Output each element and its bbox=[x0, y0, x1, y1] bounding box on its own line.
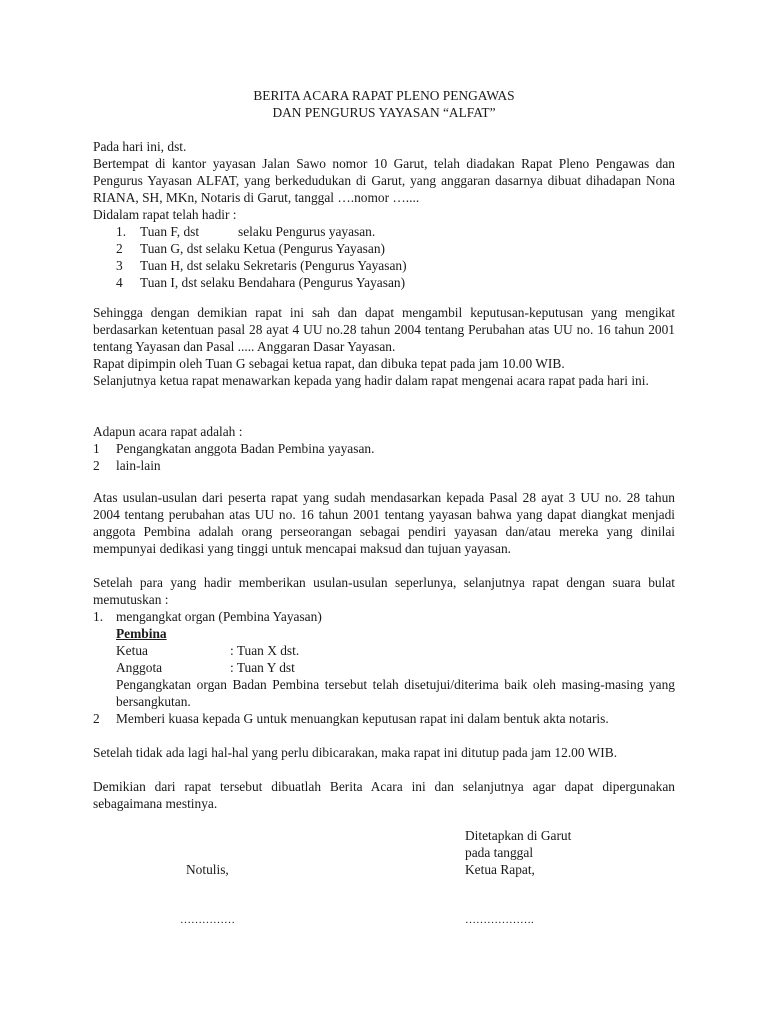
notulis-label: Notulis, bbox=[186, 862, 229, 877]
attendee-name: Tuan F, dst bbox=[140, 224, 200, 239]
anggota-label: Anggota bbox=[116, 660, 163, 675]
decision-number: 1. bbox=[93, 609, 104, 624]
attendee-name: Tuan H, dst selaku Sekretaris (Pengurus Yayasan) bbox=[140, 258, 407, 273]
opening-place-paragraph: Bertempat di kantor yayasan Jalan Sawo nomor 10 Garut, telah diadakan Rapat Pleno Pengawas dan Pengurus Yayasan ALFAT, yang berkedudukan di Garut, yang anggaran dasarnya dibuat dihadapan Nona RIANA, SH, MKn, Notaris di Garut, tanggal ….nomor ….... bbox=[93, 156, 675, 205]
attendee-number: 4 bbox=[116, 275, 123, 290]
approval-paragraph: Pengangkatan organ Badan Pembina tersebut telah disetujui/diterima baik oleh masing-masing yang bersangkutan. bbox=[116, 677, 675, 709]
established-date: pada tanggal bbox=[465, 845, 534, 860]
offer-paragraph: Selanjutnya ketua rapat menawarkan kepada yang hadir dalam rapat mengenai acara rapat pada hari ini. bbox=[93, 373, 649, 388]
pembina-heading-text: Pembina bbox=[116, 626, 167, 641]
decision-intro: Setelah para yang hadir memberikan usulan-usulan seperlunya, selanjutnya rapat dengan suara bulat memutuskan : bbox=[93, 575, 675, 607]
document-title-line-1: BERITA ACARA RAPAT PLENO PENGAWAS bbox=[253, 88, 515, 103]
agenda-number: 1 bbox=[93, 441, 100, 456]
attendance-heading: Didalam rapat telah hadir : bbox=[93, 207, 237, 222]
agenda-item: Pengangkatan anggota Badan Pembina yayasan. bbox=[116, 441, 375, 456]
attendee-name: Tuan I, dst selaku Bendahara (Pengurus Yayasan) bbox=[140, 275, 406, 290]
attendee-role: selaku Pengurus yayasan. bbox=[238, 224, 376, 239]
attendee-number: 1. bbox=[116, 224, 127, 239]
anggota-value: : Tuan Y dst bbox=[230, 660, 295, 675]
closing-paragraph: Setelah tidak ada lagi hal-hal yang perlu dibicarakan, maka rapat ini ditutup pada jam 12.00 WIB. bbox=[93, 745, 618, 760]
decision-number: 2 bbox=[93, 711, 100, 726]
notulis-signature-line: …………… bbox=[180, 914, 235, 926]
validity-paragraph: Sehingga dengan demikian rapat ini sah dan dapat mengambil keputusan-keputusan yang mengikat berdasarkan ketentuan pasal 28 ayat 4 UU no.28 tahun 2004 tentang Perubahan atas UU no. 16 tahun 2001 tentang Yayasan dan Pasal ..... Anggaran Dasar Yayasan. bbox=[93, 305, 675, 354]
proposal-paragraph: Atas usulan-usulan dari peserta rapat yang sudah mendasarkan kepada Pasal 28 ayat 3 UU no. 28 tahun 2004 tentang perubahan atas UU no. 16 tahun 2001 tentang yayasan bahwa yang dapat diangkat menjadi anggota Pembina adalah orang perseorangan sebagai pendiri yayasan dan/atau mereka yang dinilai mempunyai dedikasi yang tinggi untuk mencapai maksud dan tujuan yayasan. bbox=[93, 490, 675, 556]
agenda-number: 2 bbox=[93, 458, 100, 473]
attendee-number: 2 bbox=[116, 241, 123, 256]
established-place: Ditetapkan di Garut bbox=[465, 828, 572, 843]
attendee-number: 3 bbox=[116, 258, 123, 273]
ketua-value: : Tuan X dst. bbox=[230, 643, 300, 658]
attendee-name: Tuan G, dst selaku Ketua (Pengurus Yayasan) bbox=[140, 241, 385, 256]
final-paragraph: Demikian dari rapat tersebut dibuatlah Berita Acara ini dan selanjutnya agar dapat dipergunakan sebagaimana mestinya. bbox=[93, 779, 675, 811]
agenda-item: lain-lain bbox=[116, 458, 161, 473]
pembina-heading bbox=[116, 626, 167, 643]
ketua-label: Ketua bbox=[116, 643, 148, 658]
ketua-rapat-label: Ketua Rapat, bbox=[465, 862, 535, 877]
decision-item-1: mengangkat organ (Pembina Yayasan) bbox=[116, 609, 322, 624]
decision-item-2: Memberi kuasa kepada G untuk menuangkan keputusan rapat ini dalam bentuk akta notaris. bbox=[116, 711, 609, 726]
document-title-line-2: DAN PENGURUS YAYASAN “ALFAT” bbox=[272, 105, 496, 120]
agenda-heading: Adapun acara rapat adalah : bbox=[93, 424, 243, 439]
ketua-signature-line: ………………. bbox=[465, 914, 534, 926]
opening-day: Pada hari ini, dst. bbox=[93, 139, 187, 154]
chair-paragraph: Rapat dipimpin oleh Tuan G sebagai ketua rapat, dan dibuka tepat pada jam 10.00 WIB. bbox=[93, 356, 565, 371]
